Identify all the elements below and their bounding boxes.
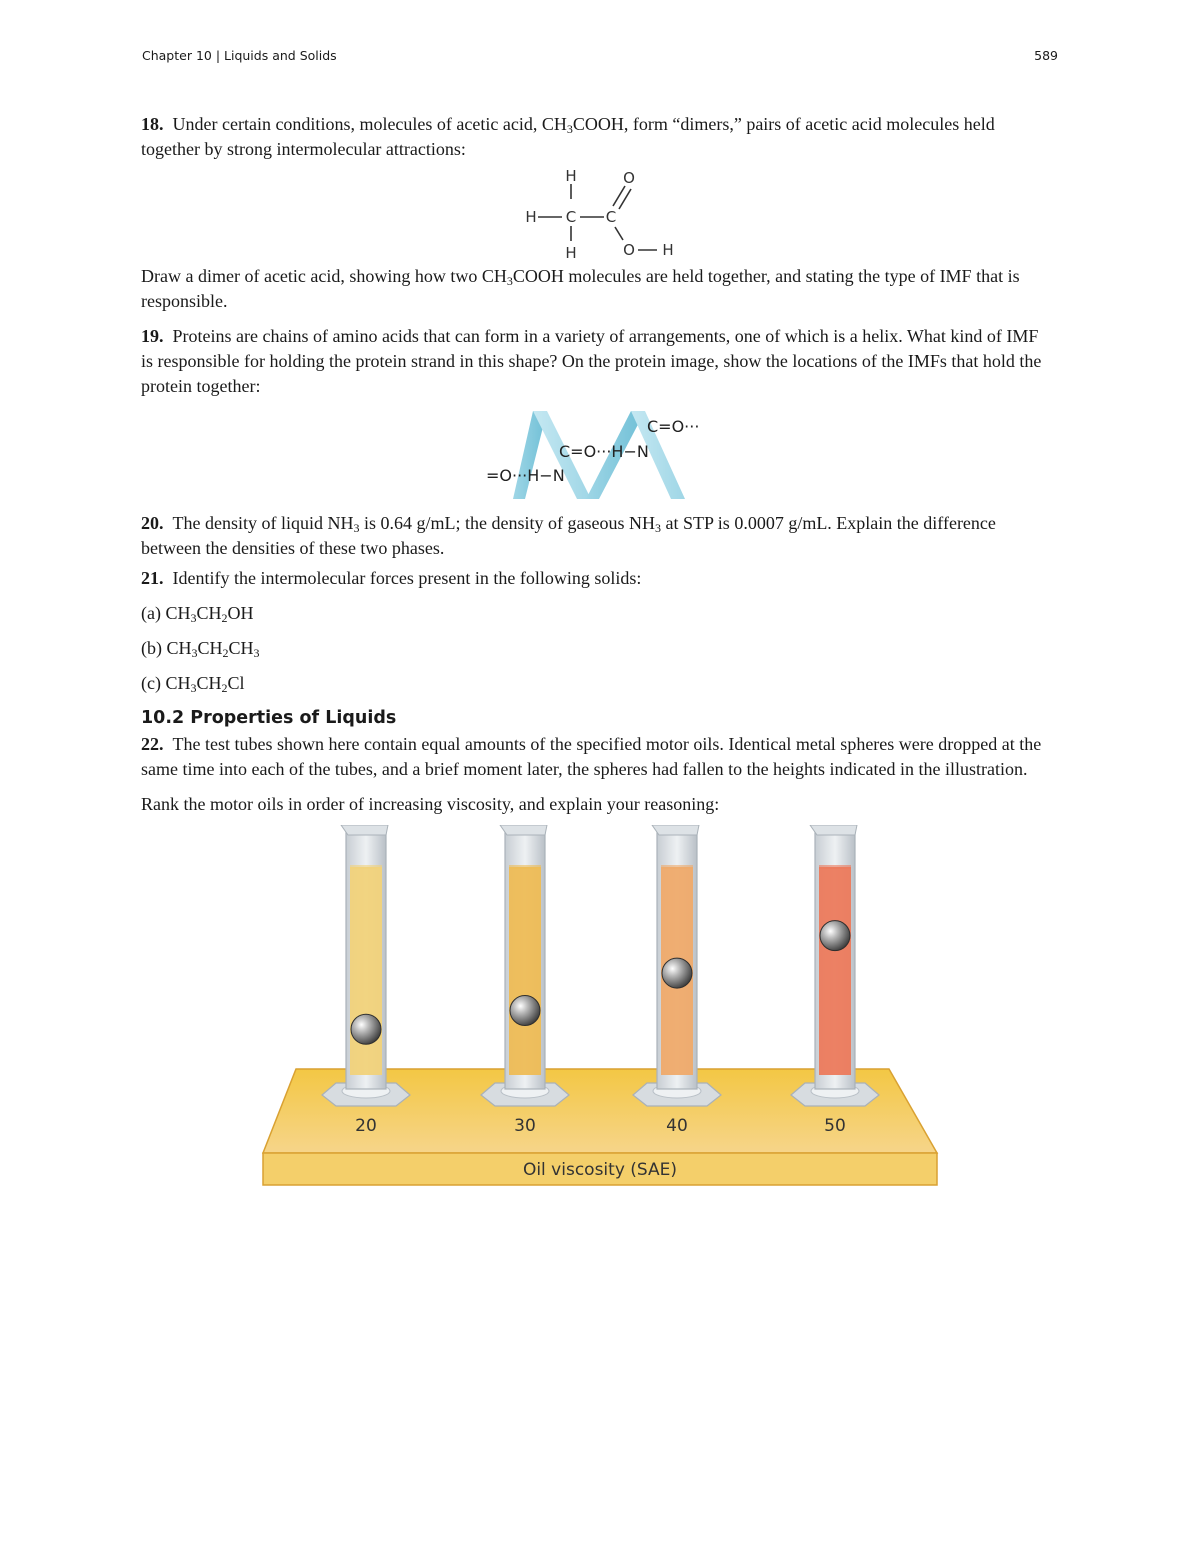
cylinder-spout [810,825,857,835]
section-heading: 10.2 Properties of Liquids [141,708,397,728]
oil-liquid-30 [509,867,541,1075]
question-22-rank: Rank the motor oils in order of increasing viscosity, and explain your reasoning: [141,794,720,814]
metal-sphere-30 [510,996,540,1026]
atom-h-hydroxyl: H [662,241,674,259]
oil-surface [661,865,693,869]
atom-c2: C [605,208,617,226]
atom-h-top: H [565,167,577,185]
tube-label-50: 50 [824,1116,846,1136]
cylinder-spout [500,825,547,835]
oil-surface [350,865,382,869]
metal-sphere-20 [351,1014,381,1044]
tube-label-40: 40 [666,1116,688,1136]
metal-sphere-50 [820,921,850,951]
hbond-label-middle: C=O···H−N [559,442,649,461]
oil-viscosity-diagram [141,825,1051,1187]
question-number: 20. [141,513,164,533]
question-number: 21. [141,568,164,588]
acetic-acid-diagram [141,164,1051,260]
question-21-part-a: (a) $CH_3CH_2OH$ [141,603,254,625]
acetic-acid-structure [141,164,1051,260]
atom-h-bottom: H [565,244,577,260]
question-21-part-c: (c) $CH_3CH_2Cl$ [141,673,245,695]
oil-surface [819,865,851,869]
atom-h-left: H [525,208,537,226]
question-19: 19. Proteins are chains of amino acids that can form in a variety of arrangements, one of which is a helix. What kind of IMF is responsible for holding the protein strand in this shape? On the protein image, show the locations of the IMFs that hold the protein together: [141,326,1042,396]
question-number: 18. [141,114,164,134]
metal-sphere-40 [662,958,692,988]
cylinder-spout [652,825,699,835]
axis-label: Oil viscosity (SAE) [522,1160,678,1180]
question-20: 20. The density of liquid $NH_3$ is 0.64 g/mL; the density of gaseous $NH_3$ at STP is 0.0007 g/mL. Explain the difference between the densities of these two phases. [141,513,996,558]
protein-helix-figure [141,401,1051,505]
chapter-title: Chapter 10 | Liquids and Solids [142,48,337,63]
page-body [141,112,1051,1187]
oil-surface [509,865,541,869]
question-22: 22. The test tubes shown here contain equal amounts of the specified motor oils. Identical metal spheres were dropped at the same time into each of the tubes, and a brief moment later, the spheres had fallen to the heights indicated in the illustration. [141,734,1042,779]
question-number: 22. [141,734,164,754]
running-header [142,48,1058,68]
hbond-label-top: C=O··· [647,417,700,436]
tube-label-20: 20 [355,1116,377,1136]
oil-liquid-50 [819,867,851,1075]
tube-label-30: 30 [514,1116,536,1136]
atom-o-double: O [623,169,635,187]
atom-c1: C [565,208,577,226]
question-18-instruction: Draw a dimer of acetic acid, showing how two $CH_3COOH$ molecules are held together, and stating the type of IMF that is responsible. [141,266,1020,311]
oil-viscosity-figure [141,825,1051,1187]
protein-helix-diagram [141,401,1051,505]
hbond-label-bottom: =O···H−N [486,466,565,485]
question-number: 19. [141,326,164,346]
cylinder-spout [341,825,388,835]
question-21-part-b: (b) $CH_3CH_2CH_3$ [141,638,260,660]
atom-o-single: O [623,241,635,259]
page-number: 589 [1034,48,1058,63]
question-21: 21. Identify the intermolecular forces present in the following solids: [141,568,642,588]
question-18: 18. Under certain conditions, molecules of acetic acid, $CH_3COOH$, form “dimers,” pairs of acetic acid molecules held together by strong intermolecular attractions: [141,114,995,159]
